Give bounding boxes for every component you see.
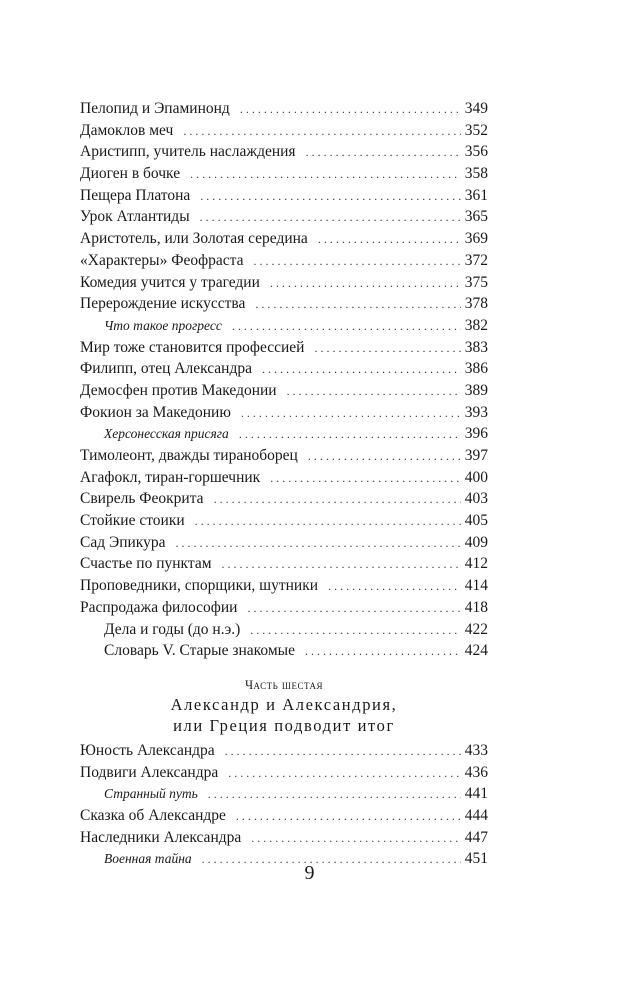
toc-entry-title: Диоген в бочке: [80, 165, 181, 183]
dot-leader: [250, 620, 460, 642]
toc-entry-page: 369: [464, 230, 488, 248]
toc-entry-page: 382: [464, 316, 488, 334]
toc-entry-page: 400: [464, 468, 488, 486]
dot-leader: [308, 446, 461, 468]
toc-entry-title: Филипп, отец Александра: [80, 360, 252, 378]
dot-leader: [328, 576, 461, 598]
toc-entry: [80, 553, 488, 575]
toc-entry-title: Военная тайна: [104, 851, 192, 867]
toc-entry-title: Проповедники, спорщики, шутники: [80, 577, 319, 595]
part-title-line-2: или Греция подводит итог: [173, 715, 395, 735]
toc-entry-page: 397: [464, 447, 488, 464]
toc-entry-page: 422: [464, 620, 488, 638]
toc-entry-title: Свирель Феокрита: [80, 490, 204, 508]
toc-list: [80, 98, 488, 662]
toc-entry: [80, 141, 488, 163]
toc-entry-title: Стойкие стоики: [80, 512, 185, 530]
toc-entry-page: 433: [464, 741, 488, 759]
dot-leader: [236, 806, 461, 828]
dot-leader: [200, 186, 460, 208]
toc-entry: [80, 98, 488, 120]
toc-entry: [80, 185, 488, 207]
toc-entry: [80, 445, 488, 467]
toc-entry: [80, 619, 488, 641]
dot-leader: [247, 598, 460, 620]
toc-entry: [80, 206, 488, 228]
toc-entry-title: Что такое прогресс: [104, 317, 222, 333]
toc-entry: [80, 293, 488, 315]
toc-entry-page: 396: [464, 425, 488, 443]
dot-leader: [306, 142, 461, 164]
dot-leader: [241, 403, 461, 425]
toc-entry-title: «Характеры» Феофраста: [80, 251, 244, 269]
toc-entry: [80, 488, 488, 510]
toc-entry-page: 365: [464, 208, 488, 226]
toc-entry-title: Агафокл, тиран-горшечник: [80, 468, 261, 486]
dot-leader: [270, 273, 461, 295]
dot-leader: [287, 381, 461, 403]
page-number: 9: [304, 862, 315, 884]
toc-entry-page: 358: [464, 165, 488, 183]
toc-entry-page: 372: [464, 251, 488, 269]
toc-entry-title: Словарь V. Старые знакомые: [104, 642, 295, 660]
toc-entry-page: 436: [464, 763, 488, 781]
toc-entry-page: 403: [464, 490, 488, 508]
part-heading: [80, 676, 488, 736]
toc-entry: [80, 120, 488, 142]
toc-entry-page: 424: [464, 642, 488, 660]
toc-entry-title: Перерождение искусства: [80, 295, 246, 313]
toc-entry: [80, 762, 488, 784]
dot-leader: [228, 763, 461, 785]
toc-entry-page: 349: [464, 100, 488, 117]
toc-entry: [80, 337, 488, 359]
toc-entry: [80, 358, 488, 380]
toc-entry-page: 393: [464, 403, 488, 421]
toc-entry-page: 451: [464, 850, 488, 868]
dot-leader: [208, 784, 461, 806]
toc-list: [80, 740, 488, 870]
toc-entry: [80, 272, 488, 294]
toc-entry-page: 441: [464, 785, 488, 803]
toc-entry-page: 414: [464, 577, 488, 595]
toc-entry: [80, 510, 488, 532]
toc-entry: [80, 315, 488, 337]
toc-entry: [80, 163, 488, 185]
toc-entry-title: Дамоклов меч: [80, 121, 174, 139]
toc-entry: [80, 575, 488, 597]
toc-entry-title: Сад Эпикура: [80, 533, 166, 551]
toc-entry-title: Распродажа философии: [80, 598, 238, 616]
toc-entry: [80, 827, 488, 849]
toc-entry-title: Пещера Платона: [80, 186, 191, 204]
dot-leader: [232, 316, 461, 338]
toc-entry: [80, 380, 488, 402]
toc-entry-page: 405: [464, 512, 488, 530]
toc-entry-title: Пелопид и Эпаминонд: [80, 100, 230, 117]
toc-entry: [80, 250, 488, 272]
toc-entry-page: 444: [464, 806, 488, 824]
toc-entry: [80, 228, 488, 250]
dot-leader: [262, 359, 461, 381]
toc-entry-page: 356: [464, 143, 488, 161]
toc-entry-title: Комедия учится у трагедии: [80, 273, 260, 291]
dot-leader: [240, 99, 461, 121]
toc-entry-title: Наследники Александра: [80, 828, 242, 846]
toc-entry-title: Урок Атлантиды: [80, 208, 190, 226]
toc-entry-title: Фокион за Македонию: [80, 403, 231, 421]
toc-entry: [80, 783, 488, 805]
part-title-line-1: Александр и Александрия,: [170, 694, 398, 714]
toc-entry: [80, 423, 488, 445]
toc-entry-title: Счастье по пунктам: [80, 555, 212, 573]
toc-entry-page: 386: [464, 360, 488, 378]
toc-entry-title: Мир тоже становится профессией: [80, 338, 305, 356]
toc-entry: [80, 402, 488, 424]
toc-entry-page: 352: [464, 121, 488, 139]
toc-entry-title: Тимолеонт, дважды тираноборец: [80, 447, 298, 464]
part-label: Часть шестая: [244, 677, 324, 692]
table-of-contents: [80, 98, 488, 870]
toc-entry-title: Подвиги Александра: [80, 763, 219, 781]
dot-leader: [254, 251, 461, 273]
dot-leader: [214, 489, 461, 511]
toc-entry: [80, 640, 488, 662]
dot-leader: [183, 121, 460, 143]
toc-entry: [80, 805, 488, 827]
toc-entry-page: 409: [464, 533, 488, 551]
dot-leader: [318, 229, 461, 251]
toc-entry-page: 447: [464, 828, 488, 846]
dot-leader: [190, 164, 461, 186]
dot-leader: [255, 294, 460, 316]
toc-entry-page: 418: [464, 598, 488, 616]
toc-entry-title: Юность Александра: [80, 741, 215, 759]
toc-entry: [80, 740, 488, 762]
dot-leader: [270, 468, 461, 490]
toc-entry-page: 383: [464, 338, 488, 356]
toc-entry-page: 361: [464, 186, 488, 204]
toc-entry-title: Дела и годы (до н.э.): [104, 620, 241, 638]
dot-leader: [251, 828, 460, 850]
toc-entry-title: Херсонесская присяга: [104, 426, 229, 442]
toc-entry: [80, 467, 488, 489]
toc-entry: [80, 597, 488, 619]
dot-leader: [305, 641, 461, 663]
toc-entry-title: Странный путь: [104, 786, 198, 802]
toc-entry-page: 412: [464, 555, 488, 573]
dot-leader: [314, 338, 460, 360]
toc-entry-page: 375: [464, 273, 488, 291]
toc-entry: [80, 532, 488, 554]
toc-entry-title: Демосфен против Македонии: [80, 381, 277, 399]
toc-entry-title: Сказка об Александре: [80, 806, 226, 824]
dot-leader: [222, 554, 461, 576]
dot-leader: [176, 533, 461, 555]
toc-entry-title: Аристипп, учитель наслаждения: [80, 143, 296, 161]
toc-entry-page: 389: [464, 381, 488, 399]
dot-leader: [200, 207, 461, 229]
dot-leader: [239, 424, 461, 446]
toc-entry-title: Аристотель, или Золотая середина: [80, 230, 308, 248]
toc-entry-page: 378: [464, 295, 488, 313]
dot-leader: [195, 511, 461, 533]
dot-leader: [225, 741, 461, 763]
